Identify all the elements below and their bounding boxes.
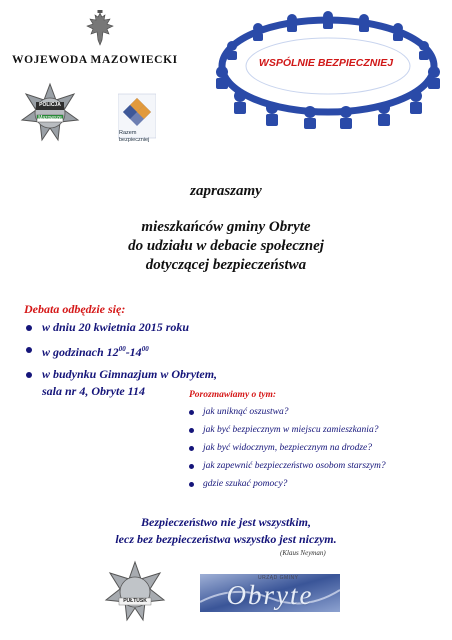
invite-line-2: do udziału w debacie społecznej [128, 238, 324, 254]
pultusk-police-badge-icon [104, 560, 166, 622]
police-star-badge-icon [20, 82, 80, 142]
topic-text: jak zapewnić bezpieczeństwo osobom starszym? [203, 461, 386, 471]
invite-headline: zapraszamy [190, 183, 262, 199]
debate-heading: Debata odbędzie się: [24, 302, 126, 316]
debate-time-prefix: w godzinach 12 [42, 345, 119, 359]
topic-text: gdzie szukać pomocy? [203, 479, 288, 489]
topic-text: jak uniknąć oszustwa? [203, 407, 289, 417]
quote-line-1: Bezpieczeństwo nie jest wszystkim, [140, 515, 311, 529]
debate-time-start-sup: 00 [118, 345, 126, 353]
quote-line-2: lecz bez bezpieczeństwa wszystko jest niczym. [115, 532, 337, 546]
debate-date: w dniu 20 kwietnia 2015 roku [42, 320, 190, 334]
topic-text: jak być bezpiecznym w miejscu zamieszkania? [203, 425, 379, 435]
topic-text: jak być widocznym, bezpiecznym na drodze? [203, 443, 373, 453]
list-item [26, 319, 236, 336]
topics-list [189, 406, 444, 496]
bullet-icon [26, 347, 32, 353]
list-item [189, 406, 444, 418]
police-badge-bottom-label: Mazowsze [38, 115, 62, 121]
gmina-office-label: URZĄD GMINY [258, 575, 299, 581]
debate-time-dash: -14 [125, 345, 142, 359]
list-item [189, 478, 444, 490]
list-item [26, 341, 236, 361]
bullet-icon [189, 410, 194, 415]
razem-logo-caption [119, 130, 159, 144]
bullet-icon [189, 428, 194, 433]
topics-heading: Porozmawiamy o tym: [189, 390, 277, 400]
bullet-icon [26, 372, 32, 378]
footer-badge-text: PUŁTUSK [123, 598, 147, 604]
razem-label-1: Razem [119, 130, 137, 136]
bullet-icon [189, 482, 194, 487]
bullet-icon [26, 325, 32, 331]
razem-label-2: bezpieczniej [119, 137, 150, 143]
debate-time-end-sup: 00 [141, 345, 149, 353]
invite-line-1: mieszkańców gminy Obryte [141, 219, 311, 235]
bullet-icon [189, 464, 194, 469]
bullet-icon [189, 446, 194, 451]
police-badge-top-label: POLICJA [39, 102, 61, 108]
list-item [189, 442, 444, 454]
gmina-name: Obryte [226, 580, 314, 610]
list-item [189, 460, 444, 472]
invite-line-3: dotyczącej bezpieczeństwa [145, 257, 307, 273]
list-item [189, 424, 444, 436]
program-title: WSPÓLNIE BEZPIECZNIEJ [258, 57, 394, 69]
office-name: WOJEWODA MAZOWIECKI [12, 54, 178, 66]
quote-author: (Klaus Neyman) [280, 549, 326, 557]
round-table-people-icon [212, 8, 444, 130]
debate-place: w budynku Gimnazjum w Obrytem, sala nr 4, Obryte 114 [42, 367, 218, 398]
eagle-emblem-icon [85, 10, 115, 48]
